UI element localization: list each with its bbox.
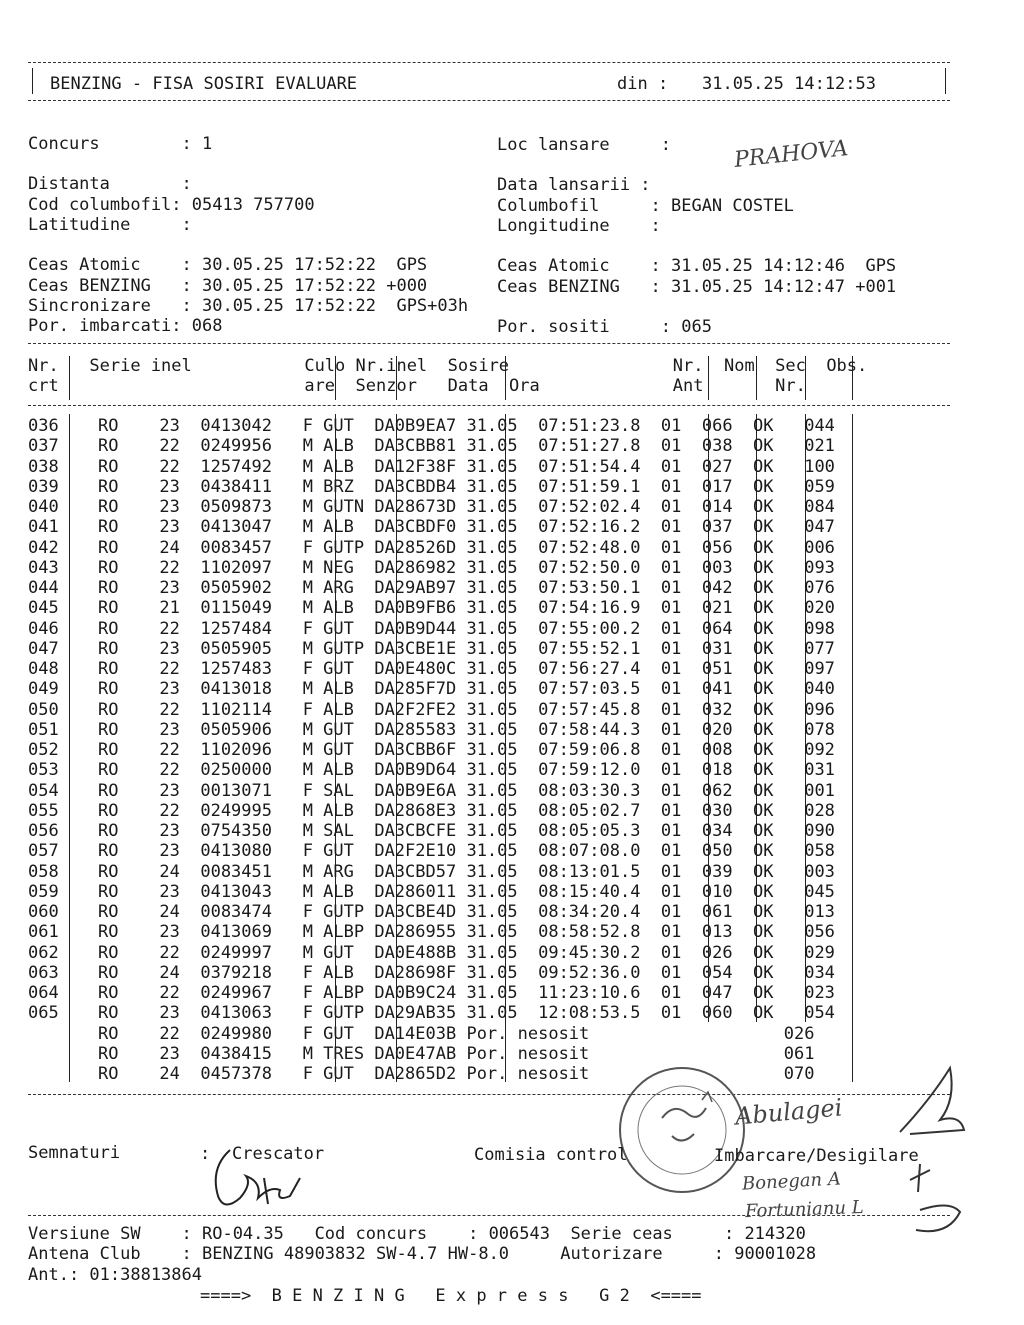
right-signature — [890, 1060, 974, 1240]
header-left-bar — [32, 68, 33, 94]
table-row: RO 24 0379218 F ALB DA28698F 31.05 09:52:36.0 01 054 OK 034 — [98, 962, 835, 983]
ant-line: Ant.: 01:38813864 — [28, 1265, 202, 1285]
handwritten-name-2: Bonegan A — [741, 1168, 842, 1195]
col-sep — [708, 356, 709, 400]
row-number: 061 — [28, 922, 59, 943]
col-sep — [335, 356, 336, 400]
table-row: RO 23 0509873 M GUTN DA28673D 31.05 07:52:02.4 01 014 OK 084 — [98, 497, 835, 517]
table-row: RO 22 1257492 M ALB DA12F38F 31.05 07:51:54.4 01 027 OK 100 — [98, 456, 835, 477]
row-number: 063 — [28, 962, 59, 983]
footer-rule — [28, 1215, 950, 1216]
header-right-bar — [945, 68, 946, 94]
row-number: 053 — [28, 760, 59, 781]
table-row: RO 22 1102097 M NEG DA286982 31.05 07:52:50.0 01 003 OK 093 — [98, 557, 835, 578]
info-bottom-rule — [28, 343, 950, 344]
table-row: RO 23 0413063 F GUTP DA29AB35 31.05 12:08:53.5 01 060 OK 054 — [98, 1003, 835, 1024]
row-number: 037 — [28, 436, 59, 457]
table-row: RO 22 0249995 M ALB DA2868E3 31.05 08:05:02.7 01 030 OK 028 — [98, 800, 835, 821]
ceas-atomic-right: Ceas Atomic : 31.05.25 14:12:46 GPS — [497, 256, 897, 276]
table-header-line2: crt are Senzor Data Ora Ant Nr. — [28, 376, 806, 396]
table-row: RO 23 0754350 M SAL DA3CBCFE 31.05 08:05:05.3 01 034 OK 090 — [98, 821, 835, 841]
row-number: 043 — [28, 557, 59, 578]
cod-columbofil-field: Cod columbofil: 05413 757700 — [28, 195, 315, 215]
row-number: 041 — [28, 517, 59, 538]
row-number: 051 — [28, 719, 59, 740]
columbofil-field: Columbofil : BEGAN COSTEL — [497, 196, 794, 216]
row-number: 054 — [28, 780, 59, 801]
row-number: 064 — [28, 983, 59, 1003]
por-sositi-field: Por. sositi : 065 — [497, 317, 712, 337]
table-row: RO 23 0413043 M ALB DA286011 31.05 08:15:40.4 01 010 OK 045 — [98, 881, 835, 902]
table-row: RO 24 0083451 M ARG DA3CBD57 31.05 08:13:01.5 01 039 OK 003 — [98, 861, 835, 882]
col-sep — [852, 414, 853, 1082]
table-row: RO 24 0083474 F GUTP DA3CBE4D 31.05 08:34:20.4 01 061 OK 013 — [98, 902, 835, 922]
table-row: RO 22 0249956 M ALB DA3CBB81 31.05 07:51:27.8 01 038 OK 021 — [98, 436, 835, 457]
table-row: RO 23 0505906 M GUT DA285583 31.05 07:58:44.3 01 020 OK 078 — [98, 719, 835, 740]
row-number: 056 — [28, 821, 59, 841]
row-number: 038 — [28, 456, 59, 477]
data-lansarii-field: Data lansarii : — [497, 175, 651, 195]
row-number: 048 — [28, 659, 59, 679]
row-number: 047 — [28, 638, 59, 659]
loc-lansare-handwritten: PRAHOVA — [732, 136, 850, 173]
table-row: RO 22 0250000 M ALB DA0B9D64 31.05 07:59:12.0 01 018 OK 031 — [98, 760, 835, 781]
row-number: 058 — [28, 861, 59, 882]
table-row: RO 23 0413042 F GUT DA0B9EA7 31.05 07:51:23.8 01 066 OK 044 — [98, 416, 835, 436]
comisia-label: Comisia control — [474, 1145, 628, 1165]
table-row: RO 23 0013071 F SAL DA0B9E6A 31.05 08:03:30.3 01 062 OK 001 — [98, 780, 835, 801]
table-row: RO 22 0249967 F ALBP DA0B9C24 31.05 11:23:10.6 01 047 OK 023 — [98, 983, 835, 1003]
row-number: 036 — [28, 416, 59, 436]
table-row: RO 23 0413047 M ALB DA3CBDF0 31.05 07:52:16.2 01 037 OK 047 — [98, 517, 835, 538]
row-number: 057 — [28, 841, 59, 862]
por-imbarcati-field: Por. imbarcati: 068 — [28, 316, 223, 336]
ceas-atomic-left: Ceas Atomic : 30.05.25 17:52:22 GPS — [28, 255, 428, 275]
row-number: 052 — [28, 740, 59, 760]
table-row: RO 22 0249980 F GUT DA14E03B Por. nesosit 026 — [98, 1023, 815, 1044]
antena-line: Antena Club : BENZING 48903832 SW-4.7 HW-8.0 Autorizare : 90001028 — [28, 1244, 817, 1264]
table-row: RO 23 0413080 F GUT DA2F2E10 31.05 08:07:08.0 01 050 OK 058 — [98, 841, 835, 862]
table-row: RO 22 1257483 F GUT DA0E480C 31.05 07:56:27.4 01 051 OK 097 — [98, 659, 835, 679]
row-number: 046 — [28, 618, 59, 639]
table-header-rule — [28, 405, 950, 406]
col-sep — [69, 356, 70, 400]
concurs-field: Concurs : 1 — [28, 134, 213, 154]
table-row: RO 21 0115049 M ALB DA0B9FB6 31.05 07:54:16.9 01 021 OK 020 — [98, 598, 835, 619]
table-row: RO 24 0457378 F GUT DA2865D2 Por. nesosit 070 — [98, 1064, 815, 1084]
row-number: 049 — [28, 679, 59, 700]
table-row: RO 23 0413018 M ALB DA285F7D 31.05 07:57:03.5 01 041 OK 040 — [98, 679, 835, 700]
crescator-signature — [200, 1138, 310, 1218]
col-sep — [805, 356, 806, 400]
row-number: 042 — [28, 537, 59, 558]
table-bottom-rule — [28, 1094, 950, 1095]
table-row: RO 23 0438411 M BRZ DA3CBDB4 31.05 07:51:59.1 01 017 OK 059 — [98, 476, 835, 497]
row-number: 050 — [28, 699, 59, 720]
header-bottom-rule — [28, 100, 950, 101]
report-date: 31.05.25 14:12:53 — [702, 74, 876, 94]
table-row: RO 23 0438415 M TRES DA0E47AB Por. nesosit 061 — [98, 1043, 815, 1064]
row-number: 059 — [28, 881, 59, 902]
crescator-label: Crescator — [232, 1144, 325, 1164]
sincronizare-field: Sincronizare : 30.05.25 17:52:22 GPS+03h — [28, 296, 469, 316]
col-sep — [852, 356, 853, 400]
col-sep — [396, 356, 397, 400]
report-title: BENZING - FISA SOSIRI EVALUARE — [50, 74, 358, 94]
table-header-line1: Nr. Serie inel Culo Nr.inel Sosire Nr. Nom Sec Obs. — [28, 356, 868, 376]
date-label: din : — [617, 74, 669, 94]
row-number: 065 — [28, 1003, 59, 1024]
row-number: 040 — [28, 497, 59, 517]
table-row: RO 23 0413069 M ALBP DA286955 31.05 08:58:52.8 01 013 OK 056 — [98, 922, 835, 943]
table-row: RO 22 1102114 F ALB DA2F2FE2 31.05 07:57:45.8 01 032 OK 096 — [98, 699, 835, 720]
handwritten-name-1: Abulagei — [733, 1093, 844, 1131]
longitudine-field: Longitudine : — [497, 216, 661, 236]
table-row: RO 24 0083457 F GUTP DA28526D 31.05 07:52:48.0 01 056 OK 006 — [98, 537, 835, 558]
top-rule — [28, 62, 950, 63]
semnaturi-colon: : — [200, 1144, 211, 1164]
table-row: RO 22 1257484 F GUT DA0B9D44 31.05 07:55:00.2 01 064 OK 098 — [98, 618, 835, 639]
semnaturi-label: Semnaturi — [28, 1143, 121, 1163]
table-row: RO 22 0249997 M GUT DA0E488B 31.05 09:45:30.2 01 026 OK 029 — [98, 942, 835, 963]
handwritten-name-3: Fortunianu L — [744, 1196, 865, 1223]
row-number: 044 — [28, 578, 59, 598]
table-row: RO 23 0505902 M ARG DA29AB97 31.05 07:53:50.1 01 042 OK 076 — [98, 578, 835, 598]
control-stamp — [612, 1062, 752, 1202]
ceas-benzing-right: Ceas BENZING : 31.05.25 14:12:47 +001 — [497, 277, 897, 297]
col-sep — [756, 356, 757, 400]
distanta-field: Distanta : — [28, 174, 192, 194]
row-number: 055 — [28, 800, 59, 821]
versiune-line: Versiune SW : RO-04.35 Cod concurs : 006543 Serie ceas : 214320 — [28, 1224, 806, 1244]
col-sep — [69, 414, 70, 1082]
table-row: RO 23 0505905 M GUTP DA3CBE1E 31.05 07:55:52.1 01 031 OK 077 — [98, 638, 835, 659]
col-sep — [505, 356, 506, 400]
imbarcare-label: Imbarcare/Desigilare — [714, 1146, 919, 1166]
row-number: 060 — [28, 902, 59, 922]
loc-lansare-field: Loc lansare : — [497, 135, 671, 155]
row-number: 045 — [28, 598, 59, 619]
table-row: RO 22 1102096 M GUT DA3CBB6F 31.05 07:59:06.8 01 008 OK 092 — [98, 740, 835, 760]
row-number: 039 — [28, 476, 59, 497]
ceas-benzing-left: Ceas BENZING : 30.05.25 17:52:22 +000 — [28, 276, 428, 296]
brand-line: ====> B E N Z I N G E x p r e s s G 2 <==== — [200, 1286, 702, 1306]
row-number: 062 — [28, 942, 59, 963]
latitudine-field: Latitudine : — [28, 215, 192, 235]
